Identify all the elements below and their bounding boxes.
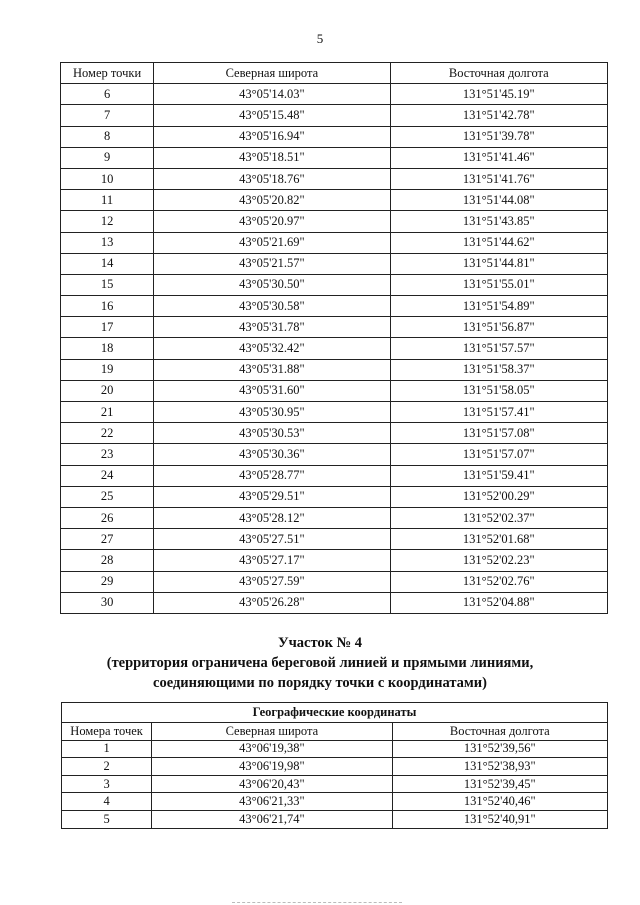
cell-point-number: 30 (61, 592, 154, 613)
cell-point-number: 18 (61, 338, 154, 359)
table-row (61, 550, 608, 571)
cell-north-latitude: 43°05'18.51" (154, 147, 390, 168)
table-row (61, 253, 608, 274)
cell-east-longitude: 131°52'40,46" (392, 793, 607, 811)
cell-east-longitude: 131°51'57.57" (390, 338, 607, 359)
geographic-coordinates-table (61, 702, 608, 829)
cell-east-longitude: 131°52'38,93" (392, 758, 607, 776)
cell-point-number: 11 (61, 190, 154, 211)
table-row (61, 592, 608, 613)
table-row (61, 105, 608, 126)
cell-point-number: 8 (61, 126, 154, 147)
table-row (61, 529, 608, 550)
table-row (61, 507, 608, 528)
cell-north-latitude: 43°05'26.28" (154, 592, 390, 613)
section-heading (0, 633, 640, 693)
scan-artifact-line (232, 902, 402, 903)
table-row (62, 775, 608, 793)
table-row (61, 486, 608, 507)
header-point-number: Номер точки (61, 63, 154, 84)
cell-point-number: 4 (62, 793, 152, 811)
cell-north-latitude: 43°05'30.50" (154, 274, 390, 295)
cell-north-latitude: 43°05'30.95" (154, 402, 390, 423)
table-row (61, 465, 608, 486)
cell-east-longitude: 131°51'44.08" (390, 190, 607, 211)
cell-north-latitude: 43°06'20,43" (152, 775, 392, 793)
group-header-geographic-coordinates: Географические координаты (62, 703, 608, 723)
cell-north-latitude: 43°05'27.59" (154, 571, 390, 592)
cell-north-latitude: 43°05'30.53" (154, 423, 390, 444)
cell-east-longitude: 131°52'00.29" (390, 486, 607, 507)
cell-point-number: 28 (61, 550, 154, 571)
section-title: Участок № 4 (277, 635, 363, 651)
table-row (61, 274, 608, 295)
cell-east-longitude: 131°52'39,56" (392, 740, 607, 758)
cell-point-number: 7 (61, 105, 154, 126)
cell-east-longitude: 131°51'42.78" (390, 105, 607, 126)
cell-point-number: 24 (61, 465, 154, 486)
cell-north-latitude: 43°05'29.51" (154, 486, 390, 507)
cell-east-longitude: 131°51'39.78" (390, 126, 607, 147)
table-group-header-row (62, 703, 608, 723)
cell-north-latitude: 43°05'28.12" (154, 507, 390, 528)
table-header-row (61, 63, 608, 84)
cell-point-number: 25 (61, 486, 154, 507)
cell-north-latitude: 43°05'20.97" (154, 211, 390, 232)
table-row (61, 338, 608, 359)
section-subtitle-line1: (территория ограничена береговой линией и прямыми линиями, (106, 655, 534, 671)
cell-point-number: 20 (61, 380, 154, 401)
cell-point-number: 5 (62, 810, 152, 828)
cell-north-latitude: 43°06'21,74" (152, 810, 392, 828)
table-row (61, 168, 608, 189)
cell-east-longitude: 131°51'44.81" (390, 253, 607, 274)
table-row (61, 317, 608, 338)
cell-north-latitude: 43°05'16.94" (154, 126, 390, 147)
cell-east-longitude: 131°51'45.19" (390, 84, 607, 105)
cell-north-latitude: 43°06'21,33" (152, 793, 392, 811)
cell-east-longitude: 131°51'41.76" (390, 168, 607, 189)
cell-north-latitude: 43°05'30.36" (154, 444, 390, 465)
cell-point-number: 16 (61, 296, 154, 317)
cell-east-longitude: 131°51'57.07" (390, 444, 607, 465)
cell-north-latitude: 43°05'28.77" (154, 465, 390, 486)
cell-point-number: 1 (62, 740, 152, 758)
cell-north-latitude: 43°05'18.76" (154, 168, 390, 189)
table-row (61, 423, 608, 444)
table-row (62, 758, 608, 776)
cell-north-latitude: 43°05'20.82" (154, 190, 390, 211)
cell-point-number: 22 (61, 423, 154, 444)
header-north-latitude: Северная широта (152, 723, 392, 741)
table-row (61, 147, 608, 168)
cell-east-longitude: 131°52'04.88" (390, 592, 607, 613)
cell-north-latitude: 43°05'30.58" (154, 296, 390, 317)
cell-point-number: 12 (61, 211, 154, 232)
cell-point-number: 27 (61, 529, 154, 550)
cell-point-number: 17 (61, 317, 154, 338)
cell-point-number: 15 (61, 274, 154, 295)
cell-north-latitude: 43°06'19,38" (152, 740, 392, 758)
table-row (61, 359, 608, 380)
cell-point-number: 26 (61, 507, 154, 528)
cell-east-longitude: 131°52'02.23" (390, 550, 607, 571)
cell-east-longitude: 131°51'58.05" (390, 380, 607, 401)
header-east-longitude: Восточная долгота (390, 63, 607, 84)
cell-north-latitude: 43°05'21.69" (154, 232, 390, 253)
cell-point-number: 13 (61, 232, 154, 253)
cell-point-number: 6 (61, 84, 154, 105)
table-row (61, 211, 608, 232)
cell-north-latitude: 43°05'31.78" (154, 317, 390, 338)
cell-north-latitude: 43°05'27.17" (154, 550, 390, 571)
table-row (62, 793, 608, 811)
cell-east-longitude: 131°51'58.37" (390, 359, 607, 380)
page-number: 5 (316, 31, 324, 46)
cell-north-latitude: 43°05'31.88" (154, 359, 390, 380)
table-row (61, 444, 608, 465)
cell-north-latitude: 43°05'14.03" (154, 84, 390, 105)
cell-east-longitude: 131°51'54.89" (390, 296, 607, 317)
table-row (61, 380, 608, 401)
cell-east-longitude: 131°51'43.85" (390, 211, 607, 232)
cell-point-number: 9 (61, 147, 154, 168)
cell-east-longitude: 131°52'02.76" (390, 571, 607, 592)
coordinates-table-body (61, 84, 608, 614)
cell-point-number: 23 (61, 444, 154, 465)
header-east-longitude: Восточная долгота (392, 723, 607, 741)
table-row (62, 810, 608, 828)
table-header-row (62, 723, 608, 741)
cell-north-latitude: 43°05'21.57" (154, 253, 390, 274)
cell-point-number: 14 (61, 253, 154, 274)
table-row (61, 232, 608, 253)
cell-east-longitude: 131°51'56.87" (390, 317, 607, 338)
cell-point-number: 19 (61, 359, 154, 380)
cell-north-latitude: 43°05'27.51" (154, 529, 390, 550)
coordinates-table (60, 62, 608, 614)
header-point-numbers: Номера точек (62, 723, 152, 741)
cell-north-latitude: 43°05'15.48" (154, 105, 390, 126)
cell-north-latitude: 43°05'32.42" (154, 338, 390, 359)
cell-east-longitude: 131°51'41.46" (390, 147, 607, 168)
geographic-coordinates-table-body (62, 740, 608, 828)
header-north-latitude: Северная широта (154, 63, 390, 84)
cell-east-longitude: 131°51'57.08" (390, 423, 607, 444)
table-row (61, 402, 608, 423)
cell-point-number: 21 (61, 402, 154, 423)
cell-point-number: 10 (61, 168, 154, 189)
cell-point-number: 29 (61, 571, 154, 592)
cell-east-longitude: 131°52'39,45" (392, 775, 607, 793)
cell-north-latitude: 43°05'31.60" (154, 380, 390, 401)
cell-east-longitude: 131°51'59.41" (390, 465, 607, 486)
table-row (61, 126, 608, 147)
cell-east-longitude: 131°52'02.37" (390, 507, 607, 528)
cell-north-latitude: 43°06'19,98" (152, 758, 392, 776)
table-row (61, 571, 608, 592)
section-subtitle-line2: соединяющими по порядку точки с координатами) (153, 675, 487, 691)
table-row (61, 190, 608, 211)
cell-east-longitude: 131°51'57.41" (390, 402, 607, 423)
cell-east-longitude: 131°51'44.62" (390, 232, 607, 253)
cell-point-number: 3 (62, 775, 152, 793)
cell-east-longitude: 131°52'01.68" (390, 529, 607, 550)
cell-east-longitude: 131°52'40,91" (392, 810, 607, 828)
table-row (61, 296, 608, 317)
cell-east-longitude: 131°51'55.01" (390, 274, 607, 295)
table-row (61, 84, 608, 105)
cell-point-number: 2 (62, 758, 152, 776)
table-row (62, 740, 608, 758)
